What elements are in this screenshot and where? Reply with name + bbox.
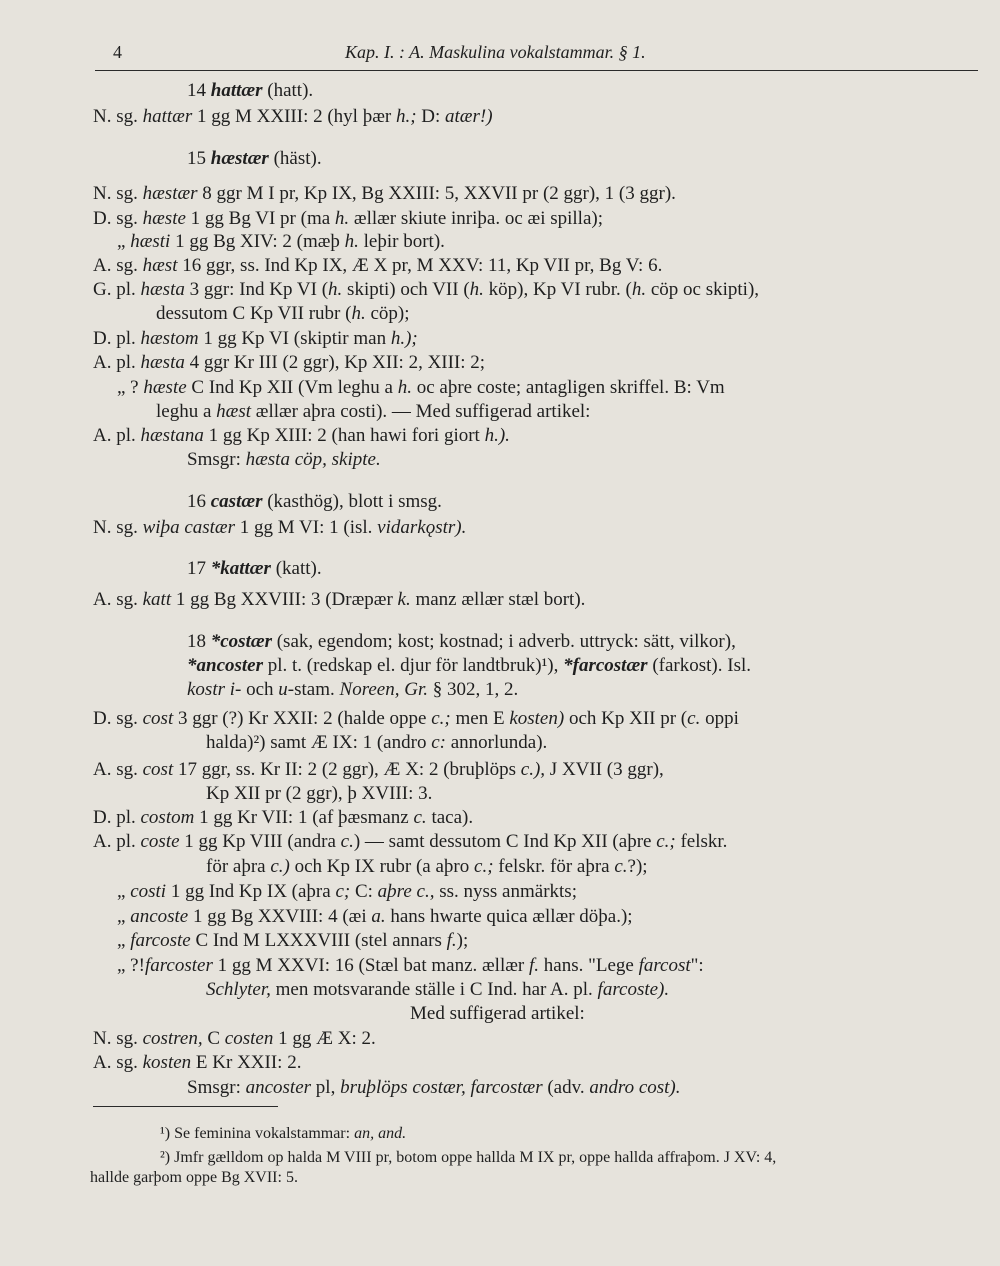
text-run: A. pl. (93, 352, 141, 373)
text-run: c.), (520, 759, 546, 780)
text-run: köp), Kp VI rubr. ( (483, 279, 632, 300)
text-line (93, 105, 493, 129)
text-run: D. pl. (93, 807, 141, 828)
text-line (93, 424, 510, 448)
text-run: 1 gg Bg XXVIII: 3 (Dræpær (171, 589, 398, 610)
text-run: § 302, 1, 2. (428, 679, 519, 700)
text-run: hattær (142, 106, 193, 127)
text-run: felskr. för aþra (493, 856, 615, 877)
text-run: 17 (187, 558, 211, 579)
text-line (93, 1051, 301, 1075)
text-run: kostr i- (187, 679, 242, 700)
text-run: c. (413, 807, 427, 828)
text-run: A. pl. (93, 831, 141, 852)
text-run: costen (224, 1028, 274, 1049)
text-run: hæstom (140, 328, 199, 349)
text-run: pl, (311, 1077, 341, 1098)
text-run: 1 gg Bg XXVIII: 4 (æi (188, 906, 372, 927)
text-run: C (202, 1028, 225, 1049)
text-run: hæst (142, 255, 178, 276)
text-run: c.; (656, 831, 676, 852)
text-run: men motsvarande ställe i C Ind. har A. pl. (270, 979, 598, 1000)
text-run: C Ind M LXXXVIII (stel annars (190, 930, 447, 951)
text-line (93, 207, 603, 231)
text-run: 1 gg M VI: 1 (isl. (235, 517, 378, 538)
text-run: kosten (142, 1052, 192, 1073)
text-run: (hatt). (262, 80, 314, 101)
text-run: 14 (187, 80, 211, 101)
text-run: D. sg. (93, 708, 143, 729)
text-run: an, and. (354, 1125, 407, 1142)
text-run: A. pl. (93, 425, 141, 446)
text-run: ²) Jmfr gælldom op halda M VIII pr, botom oppe hallda M IX pr, oppe hallda affraþom. J XV: 4, (160, 1149, 777, 1166)
text-run: u (278, 679, 288, 700)
text-run: farcost (638, 955, 691, 976)
text-run: h. (631, 279, 647, 300)
text-run: G. pl. (93, 279, 141, 300)
text-run: A. sg. (93, 759, 143, 780)
text-run: Noreen, Gr. (339, 679, 429, 700)
text-run: hattær (210, 80, 263, 101)
text-run: *farcostær (563, 655, 648, 676)
text-run: hans. "Lege (539, 955, 639, 976)
text-run: hæsta (140, 279, 185, 300)
text-run: ": (690, 955, 704, 976)
text-run: c.; (431, 708, 451, 729)
text-run: vidarkǫstr). (377, 517, 467, 538)
text-line (187, 654, 751, 678)
text-run: c.) (270, 856, 290, 877)
text-run: och (241, 679, 279, 700)
text-run: costren, (142, 1028, 203, 1049)
text-run: a. (371, 906, 386, 927)
text-run: J XVII (3 ggr), (545, 759, 664, 780)
text-line (117, 905, 633, 929)
text-run: Med suffigerad artikel: (410, 1003, 585, 1024)
text-line (93, 806, 473, 830)
text-run: (katt). (270, 558, 322, 579)
text-run: A. sg. (93, 255, 143, 276)
text-run: h. (334, 208, 350, 229)
text-run: N. sg. (93, 183, 143, 204)
text-run: hæsta (140, 352, 185, 373)
text-run: „ ?! (117, 955, 145, 976)
text-run: 1 gg Kp VI (skiptir man (198, 328, 391, 349)
text-run: hæste (143, 377, 187, 398)
text-run: 1 gg Ind Kp IX (aþra (166, 881, 336, 902)
text-line (187, 448, 381, 472)
text-run: D: (421, 106, 446, 127)
text-run: „ (117, 906, 131, 927)
text-run: h. (351, 303, 366, 324)
text-run: Smsgr: (187, 1077, 246, 1098)
text-run: (farkost). Isl. (647, 655, 751, 676)
text-run: Kp XII pr (2 ggr), þ XVIII: 3. (206, 783, 433, 804)
text-run: 8 ggr M I pr, Kp IX, Bg XXIII: 5, XXVII pr (2 ggr), 1 (3 ggr). (197, 183, 676, 204)
text-run: Schlyter, (206, 979, 271, 1000)
text-run: men E (450, 708, 510, 729)
text-run: h. (397, 377, 412, 398)
footnote-line (160, 1122, 406, 1146)
text-run: 1 gg Kp VIII (andra (179, 831, 341, 852)
text-line (93, 758, 664, 782)
text-run: „ (117, 231, 131, 252)
text-run: 1 gg Bg VI pr (ma (185, 208, 335, 229)
text-line (93, 278, 759, 302)
text-run: dessutom C Kp VII rubr ( (156, 303, 352, 324)
text-line (93, 516, 466, 540)
text-run: 16 ggr, ss. Ind Kp IX, Æ X pr, M XXV: 11, Kp VII pr, Bg V: 6. (177, 255, 663, 276)
text-run: leþir bort). (358, 231, 445, 252)
footnote-rule (93, 1106, 278, 1107)
header-rule (95, 70, 978, 71)
text-run: manz ællær stæl bort). (410, 589, 586, 610)
text-run: h. (469, 279, 484, 300)
text-run: 3 ggr: Ind Kp VI ( (184, 279, 329, 300)
text-run: katt (142, 589, 172, 610)
text-run: 16 (187, 491, 211, 512)
text-line (93, 327, 418, 351)
text-line (93, 707, 739, 731)
text-run: *kattær (210, 558, 271, 579)
text-run: c.; (474, 856, 494, 877)
text-run: 3 ggr (?) Kr XXII: 2 (halde oppe (173, 708, 432, 729)
text-run: 1 gg Æ X: 2. (273, 1028, 376, 1049)
text-line (187, 490, 442, 514)
text-run: 4 ggr Kr III (2 ggr), Kp XII: 2, XIII: 2; (184, 352, 486, 373)
text-run: ¹) Se feminina vokalstammar: (160, 1125, 355, 1142)
text-run: D. pl. (93, 328, 141, 349)
text-run: c; (335, 881, 351, 902)
text-run: h.). (484, 425, 510, 446)
text-line (93, 830, 727, 854)
text-run: h.; (395, 106, 422, 127)
text-run: ællær aþra costi). — Med suffigerad artikel: (251, 401, 591, 422)
text-line (93, 1027, 376, 1051)
text-line (117, 880, 577, 904)
text-run: hans hwarte quica ællær döþa.); (385, 906, 633, 927)
text-line (117, 376, 725, 400)
text-line (187, 147, 322, 171)
text-run: cost (142, 759, 174, 780)
text-run: och Kp XII pr ( (564, 708, 688, 729)
text-run: hæstær (210, 148, 269, 169)
text-run: „ ? (117, 377, 144, 398)
text-run: (kasthög), blott i smsg. (262, 491, 442, 512)
text-run: bruþlöps costær, farcostær (340, 1077, 543, 1098)
text-run: ancoste (130, 906, 189, 927)
text-run: Smsgr: (187, 449, 246, 470)
text-run: castær (210, 491, 263, 512)
text-run: N. sg. (93, 106, 143, 127)
text-run: C Ind Kp XII (Vm leghu a (186, 377, 398, 398)
text-run: leghu a (156, 401, 217, 422)
text-run: oc aþre coste; antagligen skriffel. B: Vm (411, 377, 725, 398)
text-run: h. (344, 231, 359, 252)
text-run: kosten) (509, 708, 565, 729)
text-line (206, 782, 432, 806)
text-run: 15 (187, 148, 211, 169)
text-run: ?); (627, 856, 648, 877)
page-number: 4 (113, 42, 122, 62)
text-run: atær!) (445, 106, 493, 127)
text-line (187, 678, 518, 702)
text-run: ællær skiute inriþa. oc æi spilla); (349, 208, 603, 229)
text-run: cöp); (365, 303, 410, 324)
text-run: „ (117, 930, 131, 951)
footnote-line (90, 1166, 298, 1190)
text-line (117, 230, 445, 254)
text-line (156, 400, 590, 424)
text-line (117, 954, 704, 978)
text-line (187, 630, 736, 654)
text-run: wiþa castær (142, 517, 235, 538)
text-run: skipti) och VII ( (342, 279, 470, 300)
text-run: hæstana (140, 425, 204, 446)
text-run: *ancoster (187, 655, 263, 676)
text-run: farcoste (130, 930, 191, 951)
text-run: hæsta cöp, skipte. (245, 449, 381, 470)
text-run: c. (614, 856, 628, 877)
text-run: 1 gg M XXVI: 16 (Stæl bat manz. ællær (212, 955, 529, 976)
text-run: (adv. (542, 1077, 590, 1098)
text-run: (sak, egendom; kost; kostnad; i adverb. uttryck: sätt, vilkor), (271, 631, 736, 652)
text-run: 1 gg Bg XIV: 2 (mæþ (170, 231, 345, 252)
text-run: N. sg. (93, 517, 143, 538)
text-run: c. (340, 831, 354, 852)
text-run: (häst). (268, 148, 322, 169)
text-run: taca). (426, 807, 474, 828)
text-line (117, 929, 468, 953)
text-run: costi (130, 881, 167, 902)
text-run: C: (350, 881, 378, 902)
text-run: D. sg. (93, 208, 143, 229)
running-title: Kap. I. : A. Maskulina vokalstammar. § 1. (345, 42, 646, 62)
text-run: c. (687, 708, 701, 729)
text-run: annorlunda). (445, 732, 548, 753)
text-run: „ (117, 881, 131, 902)
text-run: 1 gg Kp XIII: 2 (han hawi fori giort (203, 425, 485, 446)
text-line (93, 254, 662, 278)
text-run: k. (397, 589, 411, 610)
text-run: 17 ggr, ss. Kr II: 2 (2 ggr), Æ X: 2 (bruþlöps (173, 759, 521, 780)
text-run: 1 gg Kr VII: 1 (af þæsmanz (194, 807, 414, 828)
text-run: andro cost). (589, 1077, 681, 1098)
text-run: h.); (390, 328, 418, 349)
text-run: costom (140, 807, 195, 828)
text-run: hæsti (130, 231, 171, 252)
text-line (93, 588, 585, 612)
text-run: h. (328, 279, 343, 300)
text-line (410, 1002, 585, 1026)
text-run: f. (529, 955, 540, 976)
text-line (206, 855, 648, 879)
text-run: -stam. (287, 679, 340, 700)
text-run: f. (446, 930, 457, 951)
text-run: E Kr XXII: 2. (191, 1052, 302, 1073)
text-run: och Kp IX rubr (a aþro (289, 856, 475, 877)
text-run: hæst (216, 401, 252, 422)
text-run: farcoster (144, 955, 213, 976)
text-line (93, 351, 485, 375)
text-run: halda)²) samt Æ IX: 1 (andro (206, 732, 432, 753)
text-line (187, 79, 313, 103)
text-line (187, 1076, 681, 1100)
text-run: för aþra (206, 856, 271, 877)
text-run: c: (431, 732, 446, 753)
text-run: oppi (700, 708, 739, 729)
text-run: *costær (210, 631, 272, 652)
text-line (156, 302, 409, 326)
text-run: ); (456, 930, 469, 951)
text-run: 1 gg M XXIII: 2 (hyl þær (192, 106, 396, 127)
text-run: A. sg. (93, 1052, 143, 1073)
text-run: ) — samt dessutom C Ind Kp XII (aþre (353, 831, 657, 852)
text-run: hæstær (142, 183, 198, 204)
text-run: cost (142, 708, 174, 729)
text-run: coste (140, 831, 180, 852)
text-run: farcoste). (597, 979, 670, 1000)
text-line (93, 182, 676, 206)
text-run: cöp oc skipti), (646, 279, 760, 300)
text-run: hallde garþom oppe Bg XVII: 5. (90, 1169, 298, 1186)
text-run: ancoster (245, 1077, 312, 1098)
text-run: N. sg. (93, 1028, 143, 1049)
text-run: aþre c., (377, 881, 435, 902)
text-line (206, 731, 547, 755)
text-run: ss. nyss anmärkts; (434, 881, 577, 902)
text-run: felskr. (675, 831, 728, 852)
text-run: 18 (187, 631, 211, 652)
text-line (187, 557, 322, 581)
text-run: A. sg. (93, 589, 143, 610)
text-run: pl. t. (redskap el. djur för landtbruk)¹), (263, 655, 564, 676)
text-line (206, 978, 669, 1002)
text-run: hæste (142, 208, 186, 229)
